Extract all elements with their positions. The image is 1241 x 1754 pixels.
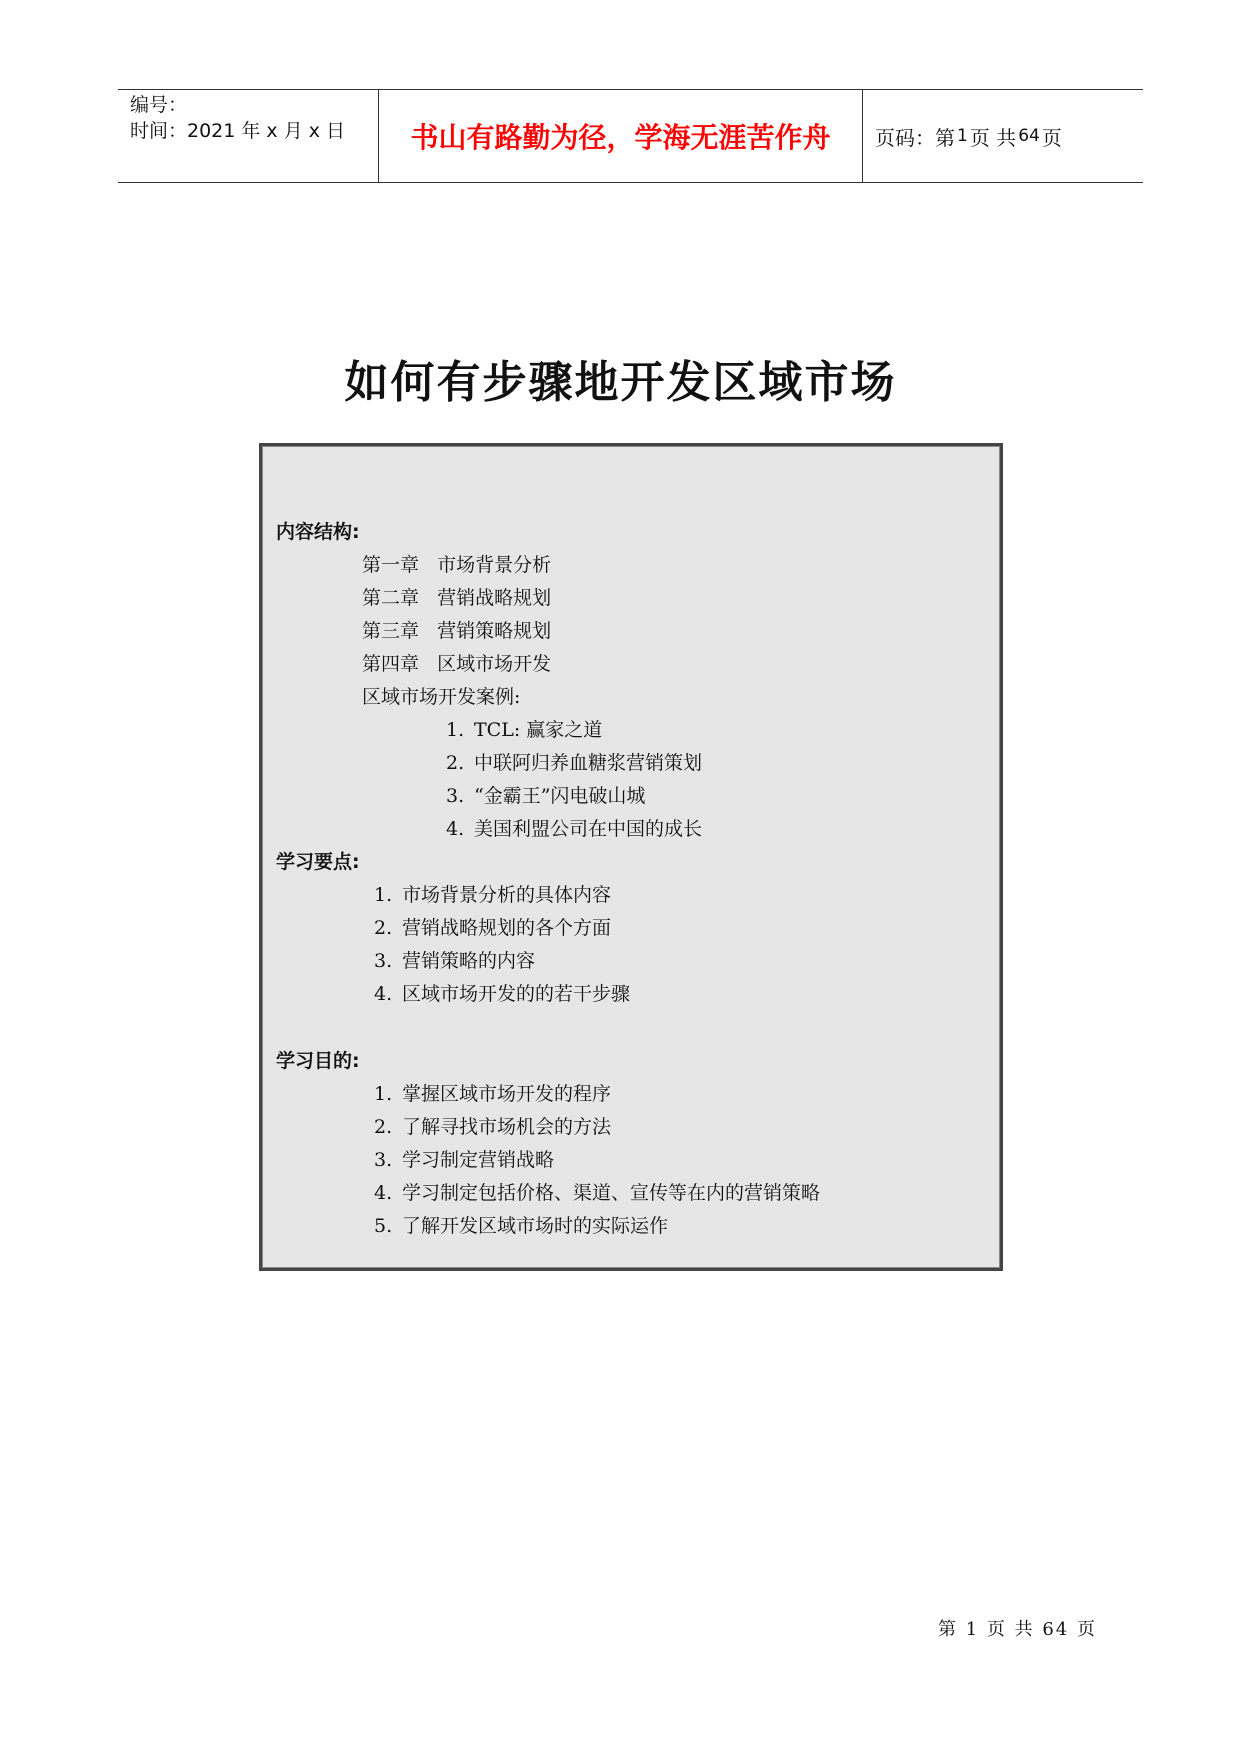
structure-heading: 内容结构: (276, 521, 360, 543)
chapter-item: 第四章 区域市场开发 (362, 653, 552, 675)
page-prefix: 页码：第 (875, 125, 955, 150)
page-footer: 第 1 页 共 64 页 (938, 1619, 1097, 1640)
case-text: 中联阿归养血糖浆营销策划 (474, 752, 703, 774)
cases-heading: 区域市场开发案例: (362, 686, 521, 708)
chapter-item: 第二章 营销战略规划 (362, 587, 552, 609)
case-item (446, 718, 602, 742)
time-label: 时间：2021 年 x 月 x 日 (130, 120, 346, 142)
chapter-item: 第一章 市场背景分析 (362, 554, 552, 576)
header-page-indicator (863, 90, 1143, 182)
goal-text: 学习制定包括价格、渠道、宣传等在内的营销策略 (402, 1182, 821, 1204)
goal-number: 4. (374, 1182, 393, 1204)
goal-text: 了解寻找市场机会的方法 (402, 1116, 612, 1138)
page-mid: 页 共 (969, 125, 1017, 150)
goal-item (374, 1115, 611, 1139)
case-item (446, 784, 645, 808)
case-text: 美国利盟公司在中国的成长 (474, 818, 703, 840)
chapter-item: 第三章 营销策略规划 (362, 620, 552, 642)
goal-number: 2. (374, 1116, 393, 1138)
case-number: 1. (446, 719, 465, 741)
goals-heading: 学习目的: (276, 1050, 360, 1072)
goal-text: 掌握区域市场开发的程序 (402, 1083, 612, 1105)
case-text: TCL: 赢家之道 (474, 719, 603, 741)
goal-text: 了解开发区域市场时的实际运作 (402, 1215, 669, 1237)
goal-item (374, 1082, 611, 1106)
content-box (259, 443, 1003, 1271)
document-title: 如何有步骤地开发区域市场 (344, 357, 897, 408)
goal-number: 5. (374, 1215, 393, 1237)
point-text: 市场背景分析的具体内容 (402, 884, 612, 906)
header-meta (118, 90, 378, 182)
point-text: 区域市场开发的的若干步骤 (402, 983, 631, 1005)
goal-text: 学习制定营销战略 (402, 1149, 555, 1171)
number-label: 编号： (130, 94, 188, 116)
point-item (374, 916, 611, 940)
goal-number: 3. (374, 1149, 393, 1171)
page-suffix: 页 (1041, 125, 1062, 150)
point-text: 营销战略规划的各个方面 (402, 917, 612, 939)
case-item (446, 751, 702, 775)
case-number: 4. (446, 818, 465, 840)
point-text: 营销策略的内容 (402, 950, 536, 972)
header-motto: 书山有路勤为径，学海无涯苦作舟 (378, 90, 863, 182)
page-current: 1 (957, 126, 968, 146)
page-total: 64 (1018, 126, 1040, 146)
case-text: “金霸王”闪电破山城 (474, 785, 646, 807)
point-number: 2. (374, 917, 393, 939)
point-number: 1. (374, 884, 393, 906)
point-number: 3. (374, 950, 393, 972)
point-item (374, 949, 535, 973)
goal-item (374, 1214, 668, 1238)
case-item (446, 817, 702, 841)
points-heading: 学习要点: (276, 851, 360, 873)
page-header (118, 89, 1143, 183)
goal-number: 1. (374, 1083, 393, 1105)
goal-item (374, 1148, 554, 1172)
case-number: 2. (446, 752, 465, 774)
point-item (374, 982, 630, 1006)
goal-item (374, 1181, 820, 1205)
case-number: 3. (446, 785, 465, 807)
point-number: 4. (374, 983, 393, 1005)
point-item (374, 883, 611, 907)
